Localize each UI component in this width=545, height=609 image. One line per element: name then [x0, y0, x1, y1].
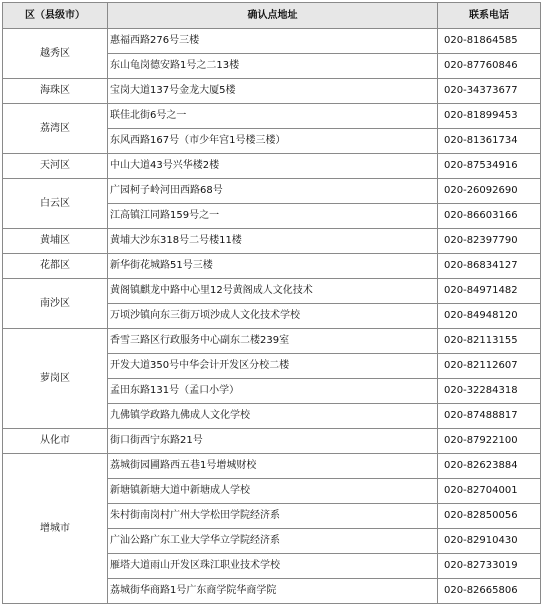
address-cell: 新华街花城路51号三楼	[108, 254, 438, 279]
table-row	[3, 229, 541, 254]
phone-cell: 020-82733019	[438, 554, 541, 579]
header-address: 确认点地址	[108, 3, 438, 29]
table-row	[3, 154, 541, 179]
address-cell: 荔城街园圃路西五巷1号增城财校	[108, 454, 438, 479]
phone-cell: 020-86603166	[438, 204, 541, 229]
address-cell: 东山龟岗德安路1号之二13楼	[108, 54, 438, 79]
phone-cell: 020-82704001	[438, 479, 541, 504]
phone-cell: 020-34373677	[438, 79, 541, 104]
header-district: 区（县级市）	[3, 3, 108, 29]
phone-cell: 020-82850056	[438, 504, 541, 529]
district-cell: 天河区	[3, 154, 108, 179]
phone-cell: 020-81864585	[438, 29, 541, 54]
address-cell: 雁塔大道雨山开发区珠江职业技术学校	[108, 554, 438, 579]
phone-cell: 020-84948120	[438, 304, 541, 329]
phone-cell: 020-86834127	[438, 254, 541, 279]
phone-cell: 020-82112607	[438, 354, 541, 379]
district-cell: 花都区	[3, 254, 108, 279]
district-cell: 越秀区	[3, 29, 108, 79]
district-cell: 海珠区	[3, 79, 108, 104]
address-cell: 联佳北街6号之一	[108, 104, 438, 129]
district-cell: 萝岗区	[3, 329, 108, 429]
table-row	[3, 329, 541, 354]
phone-cell: 020-87488817	[438, 404, 541, 429]
address-cell: 广园柯子岭河田西路68号	[108, 179, 438, 204]
phone-cell: 020-87922100	[438, 429, 541, 454]
phone-cell: 020-82113155	[438, 329, 541, 354]
address-cell: 宝岗大道137号金龙大厦5楼	[108, 79, 438, 104]
address-cell: 朱村街南岗村广州大学松田学院经济系	[108, 504, 438, 529]
address-cell: 孟田东路131号（孟口小学）	[108, 379, 438, 404]
phone-cell: 020-32284318	[438, 379, 541, 404]
address-cell: 黄阁镇麒龙中路中心里12号黄阁成人文化技术	[108, 279, 438, 304]
address-cell: 万顷沙镇向东三街万顷沙成人文化技术学校	[108, 304, 438, 329]
phone-cell: 020-26092690	[438, 179, 541, 204]
header-phone: 联系电话	[438, 3, 541, 29]
phone-cell: 020-82623884	[438, 454, 541, 479]
phone-cell: 020-81899453	[438, 104, 541, 129]
address-cell: 广汕公路广东工业大学华立学院经济系	[108, 529, 438, 554]
table-row	[3, 29, 541, 54]
address-cell: 黄埔大沙东318号二号楼11楼	[108, 229, 438, 254]
district-cell: 从化市	[3, 429, 108, 454]
table-header-row	[3, 3, 541, 29]
table-row	[3, 179, 541, 204]
phone-cell: 020-87534916	[438, 154, 541, 179]
table-row	[3, 279, 541, 304]
table-row	[3, 254, 541, 279]
phone-cell: 020-82910430	[438, 529, 541, 554]
address-cell: 香雪三路区行政服务中心副东二楼239室	[108, 329, 438, 354]
address-cell: 江高镇江同路159号之一	[108, 204, 438, 229]
district-cell: 南沙区	[3, 279, 108, 329]
address-cell: 九佛镇学政路九佛成人文化学校	[108, 404, 438, 429]
table-row	[3, 454, 541, 479]
address-cell: 开发大道350号中华会计开发区分校二楼	[108, 354, 438, 379]
district-cell: 增城市	[3, 454, 108, 604]
address-cell: 荔城街华商路1号广东商学院华商学院	[108, 579, 438, 604]
address-cell: 东风西路167号（市少年宫1号楼三楼）	[108, 129, 438, 154]
table-row	[3, 79, 541, 104]
confirmation-sites-table	[2, 2, 541, 604]
table-row	[3, 429, 541, 454]
district-cell: 黄埔区	[3, 229, 108, 254]
table-body	[3, 29, 541, 604]
district-cell: 白云区	[3, 179, 108, 229]
address-cell: 新塘镇新塘大道中新塘成人学校	[108, 479, 438, 504]
phone-cell: 020-82665806	[438, 579, 541, 604]
address-cell: 街口街西宁东路21号	[108, 429, 438, 454]
phone-cell: 020-81361734	[438, 129, 541, 154]
phone-cell: 020-87760846	[438, 54, 541, 79]
phone-cell: 020-84971482	[438, 279, 541, 304]
district-cell: 荔湾区	[3, 104, 108, 154]
address-cell: 中山大道43号兴华楼2楼	[108, 154, 438, 179]
address-cell: 惠福西路276号三楼	[108, 29, 438, 54]
table-row	[3, 104, 541, 129]
phone-cell: 020-82397790	[438, 229, 541, 254]
